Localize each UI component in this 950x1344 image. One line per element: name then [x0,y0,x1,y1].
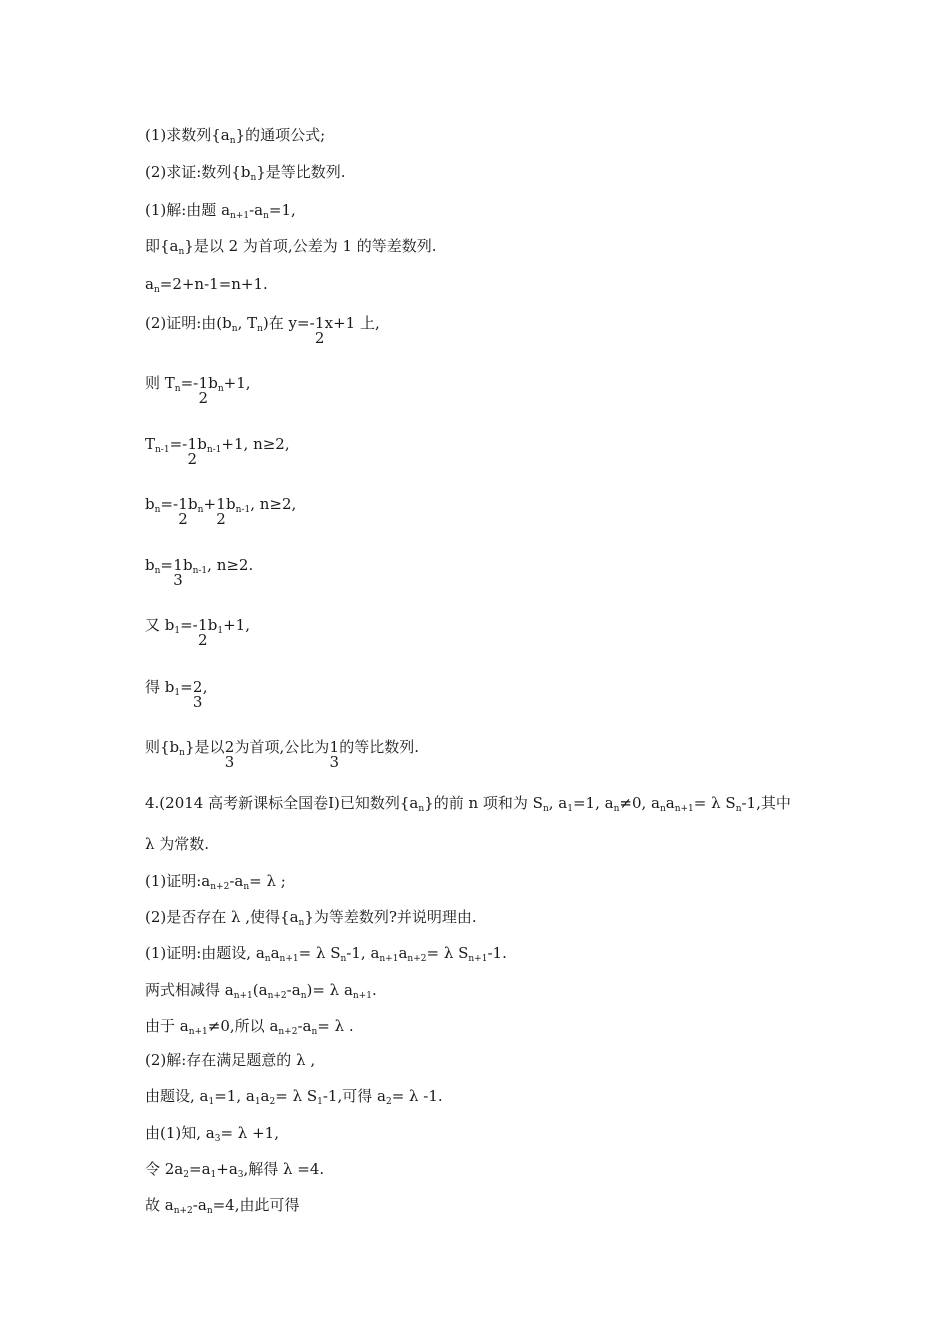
subscript: 2 [385,1097,392,1107]
text-line [145,274,268,294]
fraction [178,494,188,528]
text-line [145,313,380,347]
text-run: λ 为常数. [145,835,210,853]
subscript: n+1 [279,954,299,964]
text-run: = λ S [275,1087,318,1105]
subscript: 1 [254,1097,261,1107]
text-run: (2)是否存在 λ ,使得{a [145,908,299,926]
text-line [145,1086,443,1106]
subscript: n+1 [379,954,399,964]
fraction-denominator: 3 [224,753,235,771]
subscript: 1 [217,626,224,636]
fraction [197,615,208,649]
text-run: =a [189,1160,211,1178]
text-run: }的前 n 项和为 S [424,794,543,812]
fraction-numerator: 2 [192,678,203,696]
text-run: -a [192,1196,207,1214]
text-run: 4.(2014 高考新课标全国卷Ⅰ)已知数列{a [145,794,419,812]
text-line [145,494,297,528]
text-run: , n≥2. [207,556,254,574]
subscript: n+1 [468,954,488,964]
subscript: n [263,211,269,221]
subscript: n [179,748,185,758]
text-run: 又 b [145,616,175,634]
subscript: n [250,173,257,183]
text-run: 则{b [145,738,180,756]
text-run: (1)证明:a [145,872,211,890]
subscript: 3 [214,1134,221,1144]
text-run: (2)证明:由(b [145,314,232,332]
text-line [145,1050,315,1070]
text-line [145,834,209,854]
text-line [145,1159,324,1179]
text-run: -a [229,872,244,890]
text-run: (2)求证:数列{b [145,163,251,181]
text-line [145,943,507,963]
text-run: -1,可得 a [322,1087,386,1105]
subscript: n [613,804,620,814]
text-run: b [188,495,198,513]
subscript: 1 [208,1097,215,1107]
text-run: }是等比数列. [256,163,346,181]
fraction [314,313,325,347]
text-line [145,236,437,256]
text-run: =- [160,495,179,513]
text-run: }是以 2 为首项,公差为 1 的等差数列. [184,237,437,255]
fraction [224,737,235,771]
subscript: n [178,247,185,257]
text-run: =1, a [214,1087,255,1105]
text-run: . [371,981,377,999]
text-run: =2+n-1=n+1. [159,275,268,293]
text-run: )= λ a [306,981,353,999]
text-run: = λ +1, [220,1124,279,1142]
fraction-denominator: 3 [192,693,203,711]
text-line [145,871,286,891]
text-run: 得 b [145,678,175,696]
text-run: 为首项,公比为 [234,738,330,756]
text-run: = λ . [317,1017,354,1035]
text-line [145,615,250,649]
text-run: ≠0, a [619,794,660,812]
text-run: )在 y=- [262,314,315,332]
fraction-denominator: 3 [329,753,340,771]
text-run: -a [286,981,301,999]
text-run: ,解得 λ =4. [243,1160,325,1178]
fraction-numerator: 2 [224,738,235,756]
text-line [145,200,296,220]
subscript: n [229,136,236,146]
text-run: = λ S [426,944,469,962]
text-run: b [207,616,218,634]
text-line [145,1123,279,1143]
fraction [173,555,183,589]
text-run: = [160,556,173,574]
fraction-numerator: 1 [178,495,188,513]
text-line [145,737,420,771]
text-run: 由题设, a [145,1087,209,1105]
fraction [192,677,203,711]
subscript: n+1 [674,804,694,814]
subscript: 1 [567,804,573,814]
text-run: , T [237,314,258,332]
text-run: = λ S [693,794,736,812]
fraction-numerator: 1 [314,314,325,332]
subscript: n [154,505,161,515]
fraction-denominator: 2 [178,510,188,528]
fraction-denominator: 2 [314,329,325,347]
text-run: =- [180,616,198,634]
subscript: n [340,954,347,964]
text-run: =1, [268,201,296,219]
subscript: n [300,991,307,1001]
text-run: 的等比数列. [339,738,420,756]
text-run: = λ -1. [391,1087,443,1105]
subscript: n [257,324,263,334]
subscript: n [311,1027,318,1037]
text-run: +1, [223,374,251,392]
fraction-denominator: 2 [197,631,208,649]
text-run: = λ ; [249,872,286,890]
text-run: b [208,374,218,392]
subscript: n [298,918,305,928]
subscript: n-1 [192,566,208,576]
subscript: n-1 [206,445,222,455]
text-run: = λ S [298,944,341,962]
subscript: n [231,324,238,334]
text-run: -1, a [346,944,380,962]
subscript: n [174,384,181,394]
fraction [216,494,226,528]
subscript: n+1 [188,1027,208,1037]
subscript: n [264,954,271,964]
subscript: n+2 [267,991,287,1001]
subscript: 1 [174,626,181,636]
subscript: n+1 [233,991,253,1001]
subscript: n+2 [210,882,230,892]
text-run: =4,由此可得 [212,1196,300,1214]
text-line [145,1016,354,1036]
fraction-denominator: 2 [187,450,197,468]
text-run: , a [548,794,568,812]
text-run: b [182,556,193,574]
text-run: 令 2a [145,1160,184,1178]
subscript: n+1 [352,991,372,1001]
text-run: b [226,495,236,513]
subscript: n [206,1206,213,1216]
text-line [145,677,208,711]
fraction-numerator: 1 [198,374,208,392]
subscript: n [197,505,204,515]
text-run: a [665,794,675,812]
fraction [198,373,208,407]
text-run: x+1 上, [324,314,380,332]
text-line [145,125,325,145]
text-run: =- [169,435,188,453]
text-line [145,555,254,589]
text-run: , n≥2, [250,495,297,513]
subscript: 1 [210,1170,217,1180]
text-run: 两式相减得 a [145,981,234,999]
text-run: }是以 [184,738,225,756]
text-run: a [270,944,280,962]
fraction [187,434,197,468]
fraction-numerator: 1 [216,495,226,513]
text-run: (1)求数列{a [145,126,230,144]
fraction-numerator: 1 [187,435,197,453]
subscript: n-1 [235,505,251,515]
text-run: =- [180,374,199,392]
text-line [145,373,251,407]
text-run: -a [249,201,264,219]
subscript: n [418,804,425,814]
text-run: a [260,1087,270,1105]
subscript: n-1 [155,445,170,455]
fraction-numerator: 1 [173,556,183,574]
subscript: n [217,384,224,394]
text-run: }的通项公式; [235,126,326,144]
fraction [329,737,340,771]
text-run: ≠0,所以 a [207,1017,279,1035]
subscript: n+2 [407,954,427,964]
text-run: +a [216,1160,238,1178]
text-line [145,162,346,182]
text-run: b [145,556,155,574]
fraction-denominator: 2 [198,389,208,407]
text-run: =1, a [572,794,614,812]
text-run: +1, n≥2, [221,435,290,453]
text-run: T [145,435,156,453]
text-run: = [180,678,193,696]
text-line [145,907,477,927]
subscript: 2 [183,1170,189,1180]
text-line [145,434,290,468]
subscript: 1 [317,1097,323,1107]
text-line [145,1195,300,1215]
text-run: + [203,495,217,513]
text-run: 由于 a [145,1017,189,1035]
text-run: (a [252,981,268,999]
fraction-numerator: 1 [197,616,208,634]
subscript: n [153,285,160,295]
subscript: n [154,566,161,576]
subscript: n+1 [230,211,250,221]
text-run: b [197,435,207,453]
subscript: n [243,882,250,892]
text-run: , [202,678,208,696]
text-run: 由(1)知, a [145,1124,215,1142]
text-run: (1)解:由题 a [145,201,231,219]
subscript: 3 [237,1170,244,1180]
subscript: 2 [269,1097,276,1107]
text-run: -1. [487,944,507,962]
text-run: a [145,275,154,293]
text-run: 则 T [145,374,175,392]
text-run: (1)证明:由题设, a [145,944,265,962]
fraction-denominator: 2 [216,510,226,528]
subscript: 1 [174,688,181,698]
text-run: 故 a [145,1196,174,1214]
fraction-denominator: 3 [173,571,183,589]
text-run: -a [297,1017,312,1035]
text-run: a [398,944,408,962]
text-run: 即{a [145,237,179,255]
text-run: -1,其中 [741,794,791,812]
text-run: (2)解:存在满足题意的 λ , [145,1051,316,1069]
text-run: +1, [223,616,250,634]
subscript: n [735,804,742,814]
text-line [145,793,791,813]
text-run: }为等差数列?并说明理由. [304,908,477,926]
subscript: n+2 [278,1027,298,1037]
text-run: b [145,495,155,513]
subscript: n+2 [173,1206,193,1216]
text-line [145,980,377,1000]
subscript: n [542,804,549,814]
fraction-numerator: 1 [329,738,340,756]
subscript: n [659,804,666,814]
